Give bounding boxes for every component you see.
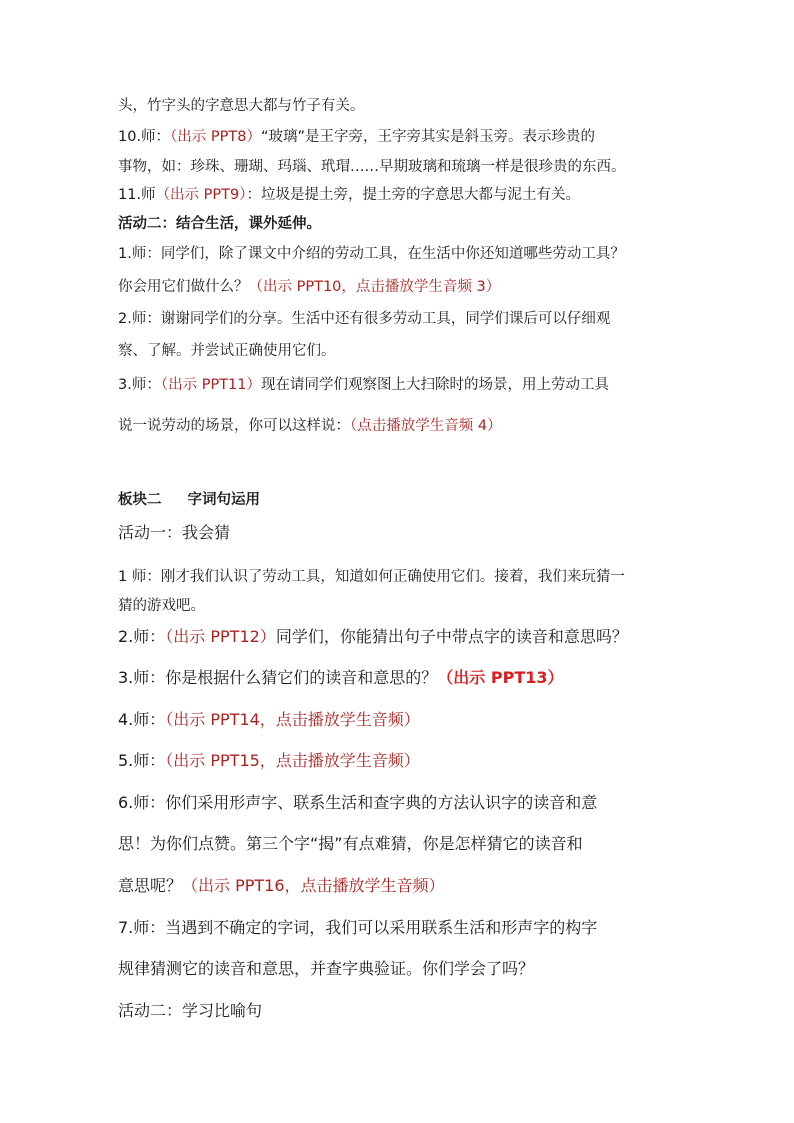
ppt-annotation: （出示 PPT11） xyxy=(160,377,261,393)
text-line: 思！为你们点赞。第三个字“揭”有点难猜，你是怎样猜它的读音和 xyxy=(118,834,583,853)
text-line: 察、了解。并尝试正确使用它们。 xyxy=(118,343,336,359)
text-line: 说一说劳动的场景，你可以这样说：（点击播放学生音频 4） xyxy=(118,418,502,434)
text-line: 6.师：你们采用形声字、联系生活和查字典的方法认识字的读音和意 xyxy=(118,793,598,812)
section-heading: 板块二 字词句运用 xyxy=(118,492,260,508)
text-line: 11.师（出示 PPT9）：垃圾是提土旁，提土旁的字意思大都与泥土有关。 xyxy=(118,187,580,203)
text-line: 意思呢？（出示 PPT16，点击播放学生音频） xyxy=(118,876,445,895)
section-heading: 活动二：结合生活，课外延伸。 xyxy=(118,216,321,232)
text-line: 10.师：（出示 PPT8）“玻璃”是王字旁，王字旁其实是斜玉旁。表示珍贵的 xyxy=(118,129,596,145)
text-line: 3.师：（出示 PPT11）现在请同学们观察图上大扫除时的场景，用上劳动工具 xyxy=(118,377,609,393)
text-line: 头，竹字头的字意思大都与竹子有关。 xyxy=(118,98,365,114)
text-line: 规律猜测它的读音和意思，并查字典验证。你们学会了吗？ xyxy=(118,959,535,978)
ppt-annotation: （出示 PPT9） xyxy=(155,187,247,203)
text-line: 2.师：谢谢同学们的分享。生活中还有很多劳动工具，同学们课后可以仔细观 xyxy=(118,311,611,327)
activity-heading: 活动二：学习比喻句 xyxy=(118,1001,263,1020)
ppt-annotation: （出示 PPT15，点击播放学生音频） xyxy=(165,751,420,770)
text-line: 2.师：（出示 PPT12）同学们，你能猜出句子中带点字的读音和意思吗？ xyxy=(118,627,628,646)
text-line: 1.师：同学们，除了课文中介绍的劳动工具，在生活中你还知道哪些劳动工具？ xyxy=(118,246,625,262)
ppt-annotation: （出示 PPT16，点击播放学生音频） xyxy=(182,876,445,895)
activity-heading: 活动一：我会猜 xyxy=(118,523,231,542)
text-line: 事物，如：珍珠、珊瑚、玛瑙、玳瑁……早期玻璃和琉璃一样是很珍贵的东西。 xyxy=(118,159,626,175)
ppt-annotation: （点击播放学生音频 4） xyxy=(350,418,502,434)
text-line: 4.师：（出示 PPT14，点击播放学生音频） xyxy=(118,710,420,729)
text-line: 7.师：当遇到不确定的字词，我们可以采用联系生活和形声字的构字 xyxy=(118,918,598,937)
text-line: 1 师：刚才我们认识了劳动工具，知道如何正确使用它们。接着，我们来玩猜一 xyxy=(118,569,625,585)
text-line: 3.师：你是根据什么猜它们的读音和意思的？（出示 PPT13） xyxy=(118,668,564,687)
ppt-annotation: （出示 PPT13） xyxy=(437,668,564,687)
ppt-annotation: （出示 PPT14，点击播放学生音频） xyxy=(165,710,420,729)
ppt-annotation: （出示 PPT12） xyxy=(165,627,276,646)
ppt-annotation: （出示 PPT10，点击播放学生音频 3） xyxy=(248,279,501,295)
text-line: 猜的游戏吧。 xyxy=(118,598,205,614)
text-line: 你会用它们做什么？（出示 PPT10，点击播放学生音频 3） xyxy=(118,279,501,295)
text-line: 5.师：（出示 PPT15，点击播放学生音频） xyxy=(118,751,420,770)
ppt-annotation: （出示 PPT8） xyxy=(170,129,261,145)
